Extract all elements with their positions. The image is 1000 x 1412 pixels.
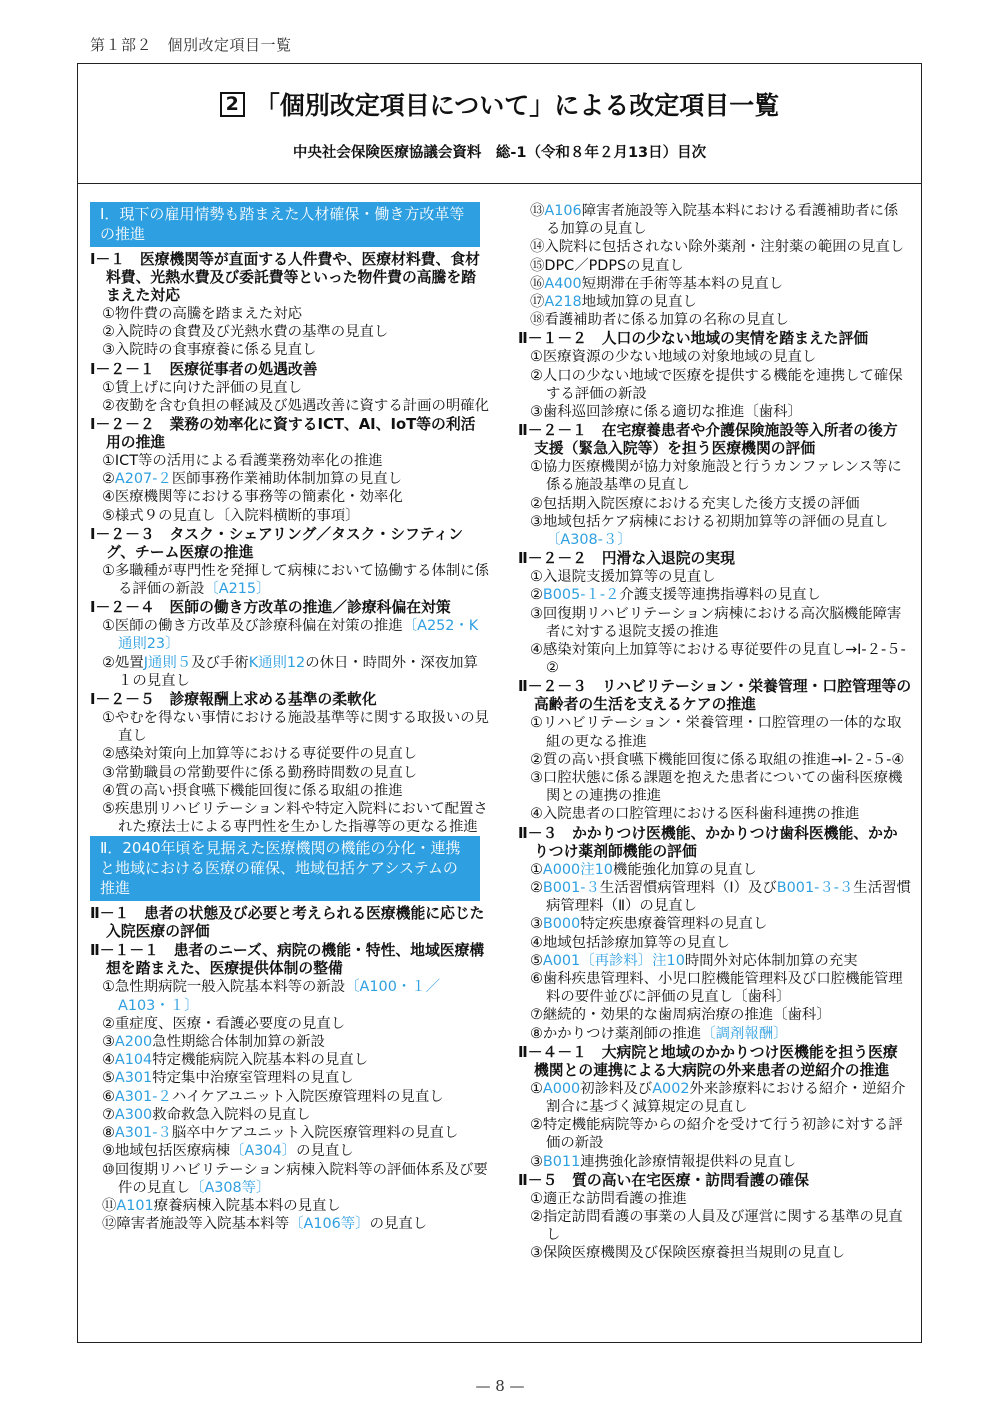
item-text: ⑭入院料に包括されない除外薬剤・注射薬の範囲の見直し xyxy=(530,239,905,256)
section-heading: Ⅰ－１ 医療機関等が直面する人件費や、医療材料費、食材料費、光熱水費及び委託費等といった物件費の高騰を踏まえた対応 xyxy=(90,251,480,304)
item-text: ①リハビリテーション・栄養管理・口腔管理の一体的な取組の更なる推進 xyxy=(530,715,902,750)
item-code: A000 xyxy=(542,1080,581,1097)
section-heading: Ⅱ－１－１ 患者のニーズ、病院の機能・特性、地域医療構想を踏まえた、医療提供体制の整備 xyxy=(90,942,485,978)
item-code: A301-３ xyxy=(114,1125,172,1142)
list-item xyxy=(518,202,912,238)
item-text: ①医師の働き方改革及び診療科偏在対策の推進 xyxy=(102,618,403,635)
item-text: ③入院時の食事療養に係る見直し xyxy=(102,342,317,359)
list-item xyxy=(518,495,912,513)
list-item xyxy=(518,568,912,586)
item-text: ⑬ xyxy=(530,203,545,219)
section-heading: Ⅰ－２－２ 業務の効率化に資するICT、AI、IoT等の利活用の推進 xyxy=(90,416,476,452)
list-item xyxy=(90,1106,490,1124)
section-heading: Ⅱ－１－２ 人口の少ない地域の実情を踏まえた評価 xyxy=(518,330,869,348)
page-number: — 8 — xyxy=(475,1377,525,1395)
section-heading: Ⅱ－２－３ リハビリテーション・栄養管理・口腔管理等の高齢者の生活を支えるケアの推進 xyxy=(518,678,912,714)
item-text: ①医療資源の少ない地域の対象地域の見直し xyxy=(530,349,817,366)
item-text: ②指定訪問看護の事業の人員及び運営に関する基準の見直し xyxy=(530,1208,903,1244)
list-item xyxy=(518,1080,912,1116)
item-code: B001-３ xyxy=(542,879,600,896)
item-text: ② xyxy=(530,879,543,896)
item-text: ②重症度、医療・看護必要度の見直し xyxy=(102,1015,346,1032)
item-code: A101 xyxy=(116,1197,154,1214)
item-code: 〔A100・１／A103・１〕 xyxy=(118,979,441,1014)
list-item xyxy=(518,952,912,970)
list-item xyxy=(90,323,490,341)
list-item xyxy=(90,488,490,506)
item-text: ②人口の少ない地域で医療を提供する機能を連携して確保する評価の新設 xyxy=(530,367,903,402)
item-code: B000 xyxy=(542,916,581,933)
list-item xyxy=(90,1215,490,1233)
item-text: ②感染対策向上加算等における専従要件の見直し xyxy=(102,746,418,763)
category-band: Ⅱ．2040年頃を見据えた医療機関の機能の分化・連携と地域における医療の確保、地域包括ケアシステムの推進 xyxy=(90,836,480,901)
item-text: ⑪ xyxy=(102,1197,117,1214)
list-item xyxy=(518,805,912,823)
list-item xyxy=(518,641,912,677)
list-item xyxy=(518,1025,912,1043)
item-text: ⑤疾患別リハビリテーション料や特定入院料において配置された療法士による専門性を生かした指導等の更なる推進 xyxy=(102,801,488,836)
section-heading: Ⅱ－２－２ 円滑な入退院の実現 xyxy=(518,550,735,568)
item-text: ①ICT等の活用による看護業務効率化の推進 xyxy=(102,453,383,470)
item-code: 〔A106等〕 xyxy=(289,1216,370,1233)
list-item xyxy=(518,1153,912,1171)
item-text: 連携強化診療情報提供料の見直し xyxy=(580,1153,797,1170)
list-item xyxy=(518,1208,912,1244)
item-text: 生活習慣病管理料（Ⅱ）の見直し xyxy=(546,879,911,915)
item-text: ①急性期病院一般入院基本料等の新設 xyxy=(102,979,346,996)
list-item xyxy=(90,617,490,653)
item-code: A400 xyxy=(544,275,582,292)
item-text: ⑱看護補助者に係る加算の名称の見直し xyxy=(530,312,790,329)
list-item xyxy=(518,861,912,879)
list-item xyxy=(90,1088,490,1106)
list-item xyxy=(518,238,912,256)
list-item xyxy=(518,1116,912,1152)
item-text: ⑤ xyxy=(530,952,543,969)
list-item xyxy=(518,367,912,403)
item-text: 脳卒中ケアユニット入院医療管理料の見直し xyxy=(171,1125,459,1142)
section-heading: Ⅱ－３ かかりつけ医機能、かかりつけ歯科医機能、かかりつけ薬剤師機能の評価 xyxy=(518,824,898,860)
item-text: ③ xyxy=(530,916,543,933)
list-item xyxy=(518,513,912,549)
item-text: ①適正な訪問看護の推進 xyxy=(530,1190,687,1207)
section-heading: Ⅱ－４－１ 大病院と地域のかかりつけ医機能を担う医療機関との連携による大病院の外来患者の逆紹介の推進 xyxy=(518,1043,898,1079)
section-heading: Ⅱ－２－１ 在宅療養患者や介護保険施設等入所者の後方支援（緊急入院等）を担う医療機関の評価 xyxy=(518,422,898,458)
item-text: 障害者施設等入院基本料における看護補助者に係る加算の見直し xyxy=(546,203,899,238)
item-text: の休日・時間外・深夜加算１の見直し xyxy=(118,654,478,689)
item-text: ③口腔状態に係る課題を抱えた患者についての歯科医療機関との連携の推進 xyxy=(530,770,903,805)
item-code: A000注10 xyxy=(542,861,613,878)
list-item xyxy=(518,311,912,329)
list-item xyxy=(90,1069,490,1087)
item-text: ①物件費の高騰を踏まえた対応 xyxy=(102,306,302,322)
item-text: 時間外対応体制加算の充実 xyxy=(684,952,858,969)
item-code: A200 xyxy=(114,1034,153,1051)
item-text: ① xyxy=(530,1080,543,1097)
section-heading: Ⅰ－２－５ 診療報酬上求める基準の柔軟化 xyxy=(90,691,377,709)
item-code: A218 xyxy=(544,294,582,311)
list-item xyxy=(90,1124,490,1142)
item-code: A002 xyxy=(652,1080,690,1097)
section-heading: Ⅱ－５ 質の高い在宅医療・訪問看護の確保 xyxy=(518,1171,809,1189)
title-text: 「個別改定項目について」による改定項目一覧 xyxy=(254,91,780,120)
item-code: 〔A308等〕 xyxy=(189,1179,271,1196)
item-text: ⑯ xyxy=(530,275,545,292)
list-item xyxy=(90,1015,490,1033)
item-text: 介護支援等連携指導料の見直し xyxy=(619,587,821,604)
list-item xyxy=(90,1197,490,1215)
item-text: ② xyxy=(530,587,543,604)
item-text: ④質の高い摂食嚥下機能回復に係る取組の推進 xyxy=(102,782,403,799)
list-item xyxy=(90,1142,490,1160)
item-code: 〔A252・K通則23〕 xyxy=(118,618,479,653)
list-item xyxy=(90,1033,490,1051)
list-item xyxy=(518,751,912,769)
item-text: 医師事務作業補助体制加算の見直し xyxy=(171,471,403,488)
item-text: ④感染対策向上加算等における専従要件の見直し→Ⅰ-２-５-② xyxy=(530,642,906,677)
item-code: B005-１-２ xyxy=(542,587,620,604)
list-item xyxy=(518,257,912,275)
list-item xyxy=(90,470,490,488)
item-text: の見直し xyxy=(296,1143,354,1160)
item-text: ⑥ xyxy=(102,1088,115,1105)
left-column xyxy=(90,202,490,1233)
item-text: 短期滞在手術等基本料の見直し xyxy=(581,275,784,292)
item-code: A301-２ xyxy=(114,1088,172,1105)
item-text: ④入院患者の口腔管理における医科歯科連携の推進 xyxy=(530,806,860,823)
list-item xyxy=(518,879,912,915)
section-heading: Ⅱ－１ 患者の状態及び必要と考えられる医療機能に応じた入院医療の評価 xyxy=(90,905,485,941)
item-text: ②特定機能病院等からの紹介を受けて行う初診に対する評価の新設 xyxy=(530,1117,903,1152)
item-text: ①賃上げに向けた評価の見直し xyxy=(102,379,302,396)
section-heading: Ⅰ－２－３ タスク・シェアリング／タスク・シフティング、チーム医療の推進 xyxy=(90,525,464,561)
item-text: 特定集中治療室管理料の見直し xyxy=(152,1070,354,1087)
item-text: の見直し xyxy=(369,1216,428,1233)
item-text: ⑦ xyxy=(102,1106,115,1123)
item-text: ③回復期リハビリテーション病棟における高次脳機能障害者に対する退院支援の推進 xyxy=(530,605,902,640)
item-text: 療養病棟入院基本料の見直し xyxy=(153,1197,341,1214)
item-code: 〔A215〕 xyxy=(204,581,271,598)
item-text: ⑥歯科疾患管理料、小児口腔機能管理料及び口腔機能管理料の要件並びに評価の見直し〔歯科〕 xyxy=(530,970,903,1006)
item-text: ⑦継続的・効果的な歯周病治療の推進〔歯科〕 xyxy=(530,1007,831,1024)
list-item xyxy=(518,348,912,366)
item-text: ⑮DPC／PDPSの見直し xyxy=(530,257,684,274)
item-text: 初診料及び xyxy=(580,1080,653,1097)
item-text: ④医療機関等における事務等の簡素化・効率化 xyxy=(102,489,403,506)
item-code: K通則12 xyxy=(248,654,306,671)
list-item xyxy=(90,1161,490,1197)
item-text: 特定機能病院入院基本料の見直し xyxy=(152,1052,369,1069)
item-text: ②質の高い摂食嚥下機能回復に係る取組の推進→Ⅰ-２-５-④ xyxy=(530,751,905,768)
item-text: ハイケアユニット入院医療管理料の見直し xyxy=(171,1088,444,1105)
list-item xyxy=(90,654,490,690)
list-item xyxy=(518,275,912,293)
item-code: 〔A308-３〕 xyxy=(546,532,632,549)
list-item xyxy=(518,714,912,750)
item-text: 外来診療料における紹介・逆紹介割合に基づく減算規定の見直し xyxy=(546,1080,906,1115)
section-heading: Ⅰ－２－４ 医師の働き方改革の推進／診療科偏在対策 xyxy=(90,599,451,617)
item-text: 及び手術 xyxy=(191,654,249,671)
category-band: Ⅰ．現下の雇用情勢も踏まえた人材確保・働き方改革等の推進 xyxy=(90,202,480,247)
list-item xyxy=(90,305,490,323)
list-item xyxy=(518,293,912,311)
item-text: ②入院時の食費及び光熱水費の基準の見直し xyxy=(102,324,389,341)
item-text: ⑧ xyxy=(102,1125,115,1142)
item-text: ⑨地域包括医療病棟 xyxy=(102,1143,231,1160)
item-text: ② xyxy=(102,471,115,488)
item-text: ②夜勤を含む負担の軽減及び処遇改善に資する計画の明確化 xyxy=(102,397,490,414)
item-text: ① xyxy=(530,861,543,878)
list-item xyxy=(518,915,912,933)
item-text: ⑧かかりつけ薬剤師の推進 xyxy=(530,1025,702,1042)
item-text: 急性期総合体制加算の新設 xyxy=(152,1034,325,1051)
item-text: ①やむを得ない事情における施設基準等に関する取扱いの見直し xyxy=(102,710,490,745)
list-item xyxy=(518,586,912,604)
item-text: 機能強化加算の見直し xyxy=(612,861,757,878)
item-text: ⑩回復期リハビリテーション病棟入院料等の評価体系及び要件の見直し xyxy=(102,1161,488,1196)
list-item xyxy=(518,403,912,421)
item-text: ②包括期入院医療における充実した後方支援の評価 xyxy=(530,495,860,512)
item-code: 〔A304〕 xyxy=(230,1143,297,1160)
item-text: ③ xyxy=(102,1034,115,1051)
list-item xyxy=(518,1006,912,1024)
item-code: A001〔再診料〕注10 xyxy=(542,952,685,969)
list-item xyxy=(90,341,490,359)
item-text: 特定疾患療養管理料の見直し xyxy=(580,916,768,933)
item-text: ①多職種が専門性を発揮して病棟において協働する体制に係る評価の新設 xyxy=(102,562,490,598)
item-text: ⑤様式９の見直し〔入院料横断的事項〕 xyxy=(102,507,360,524)
list-item xyxy=(518,970,912,1006)
item-code: B011 xyxy=(542,1153,581,1170)
list-item xyxy=(518,1244,912,1262)
item-code: A106 xyxy=(544,203,582,219)
list-item xyxy=(90,709,490,745)
page-title xyxy=(78,86,921,122)
item-code: J通則５ xyxy=(143,654,192,671)
list-item xyxy=(518,1190,912,1208)
list-item xyxy=(90,1051,490,1069)
item-text: ⑤ xyxy=(102,1070,115,1087)
item-text: ③歯科巡回診療に係る適切な推進〔歯科〕 xyxy=(530,404,802,421)
running-header: 第１部２ 個別改定項目一覧 xyxy=(90,36,292,54)
section-heading: Ⅰ－２－１ 医療従事者の処遇改善 xyxy=(90,360,318,378)
item-text: ③ xyxy=(530,1153,543,1170)
item-text: ①入退院支援加算等の見直し xyxy=(530,569,716,586)
list-item xyxy=(518,934,912,952)
item-text: 救命救急入院料の見直し xyxy=(152,1106,311,1123)
list-item xyxy=(90,745,490,763)
item-text: ③保険医療機関及び保険医療養担当規則の見直し xyxy=(530,1245,846,1262)
list-item xyxy=(90,782,490,800)
list-item xyxy=(518,605,912,641)
item-code: B001-３-３ xyxy=(776,879,854,896)
page-subtitle: 中央社会保険医療協議会資料 総-1（令和８年２月13日）目次 xyxy=(292,145,707,161)
title-box xyxy=(78,64,921,184)
list-item xyxy=(90,800,490,836)
list-item xyxy=(90,379,490,397)
section-number-box: 2 xyxy=(220,92,245,117)
item-text: 地域加算の見直し xyxy=(581,294,697,311)
item-code: A207-２ xyxy=(114,471,172,488)
item-code: A104 xyxy=(114,1052,153,1069)
item-text: ③常勤職員の常勤要件に係る勤務時間数の見直し xyxy=(102,764,418,781)
right-column xyxy=(518,202,912,1263)
item-code: A300 xyxy=(114,1106,153,1123)
item-text: ②処置 xyxy=(102,654,144,671)
list-item xyxy=(90,507,490,525)
list-item xyxy=(90,562,490,598)
item-text: ③地域包括ケア病棟における初期加算等の評価の見直し xyxy=(530,513,889,530)
item-text: ④ xyxy=(102,1052,115,1069)
item-code: 〔調剤報酬〕 xyxy=(701,1025,788,1042)
content-frame xyxy=(77,63,922,1343)
list-item xyxy=(90,764,490,782)
item-text: ⑫障害者施設等入院基本料等 xyxy=(102,1216,290,1233)
list-item xyxy=(90,452,490,470)
item-text: 生活習慣病管理料（Ⅰ）及び xyxy=(599,879,777,896)
list-item xyxy=(518,458,912,494)
list-item xyxy=(90,978,490,1014)
item-code: A301 xyxy=(114,1070,153,1087)
item-text: ⑰ xyxy=(530,294,545,311)
list-item xyxy=(518,769,912,805)
item-text: ④地域包括診療加算等の見直し xyxy=(530,934,730,951)
list-item xyxy=(90,397,490,415)
item-text: ①協力医療機関が協力対象施設と行うカンファレンス等に係る施設基準の見直し xyxy=(530,459,902,494)
